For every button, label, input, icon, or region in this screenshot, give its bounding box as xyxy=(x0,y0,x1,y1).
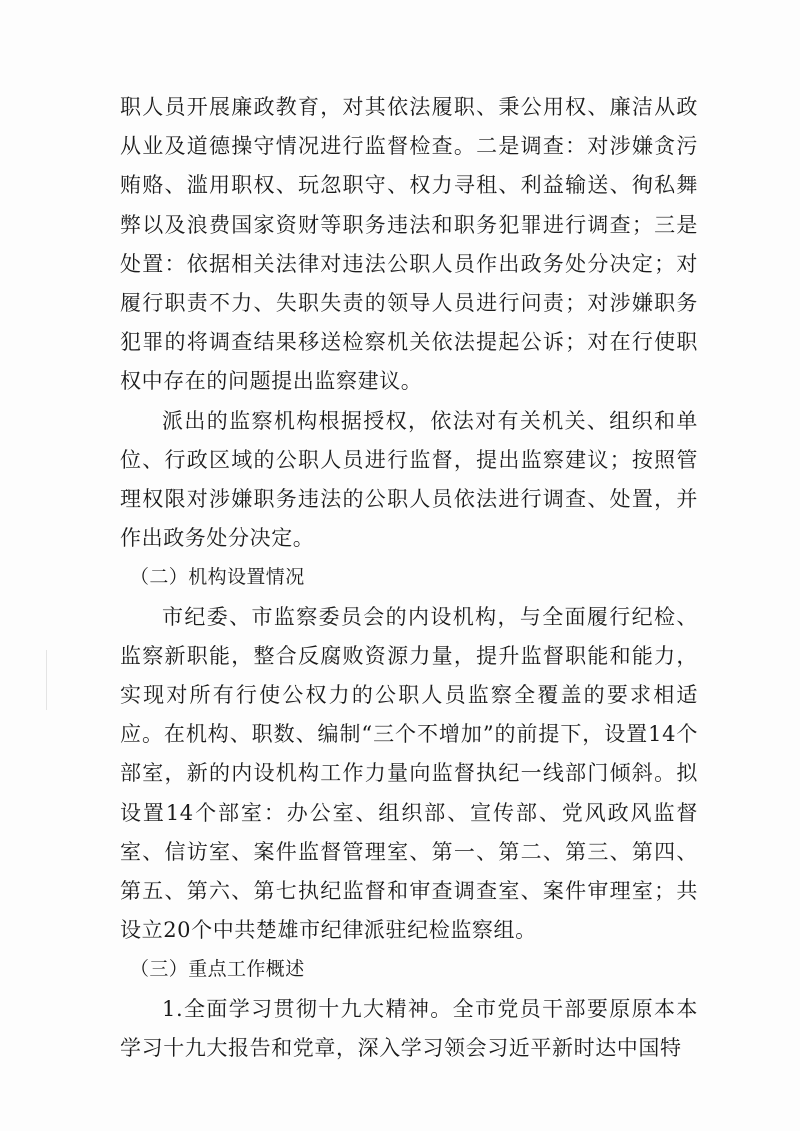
paragraph-duties-continued: 职人员开展廉政教育，对其依法履职、秉公用权、廉洁从政从业及道德操守情况进行监督检查。二是调查：对涉嫌贪污贿赂、滥用职权、玩忽职守、权力寻租、利益输送、徇私舞弊以及浪费国家资财等职务违法和职务犯罪进行调查；三是处置：依据相关法律对违法公职人员作出政务处分决定；对履行职责不力、失职失责的领导人员进行问责；对涉嫌职务犯罪的将调查结果移送检察机关依法提起公诉；对在行使职权中存在的问题提出监察建议。 xyxy=(120,95,698,394)
section-heading-key-work: （三）重点工作概述 xyxy=(130,958,305,981)
document-body xyxy=(120,88,698,1068)
paragraph-dispatched-agencies: 派出的监察机构根据授权，依法对有关机关、组织和单位、行政区域的公职人员进行监督，提出监察建议；按照管理权限对涉嫌职务违法的公职人员依法进行调查、处置，并作出政务处分决定。 xyxy=(120,408,698,551)
scan-artifact-line xyxy=(46,650,47,710)
section-heading-organization: （二）机构设置情况 xyxy=(130,566,305,589)
paragraph-key-work-1: 1.全面学习贯彻十九大精神。全市党员干部要原原本本学习十九大报告和党章，深入学习领会习近平新时达中国特 xyxy=(120,996,698,1060)
paragraph-organization-setup: 市纪委、市监察委员会的内设机构，与全面履行纪检、监察新职能，整合反腐败资源力量，提升监督职能和能力，实现对所有行使公权力的公职人员监察全覆盖的要求相适应。在机构、职数、编制“三个不增加”的前提下，设置14个部室，新的内设机构工作力量向监督执纪一线部门倾斜。拟设置14个部室：办公室、组织部、宣传部、党风政风监督室、信访室、案件监督管理室、第一、第二、第三、第四、第五、第六、第七执纪监督和审查调查室、案件审理室；共设立20个中共楚雄市纪律派驻纪检监察组。 xyxy=(120,604,698,943)
